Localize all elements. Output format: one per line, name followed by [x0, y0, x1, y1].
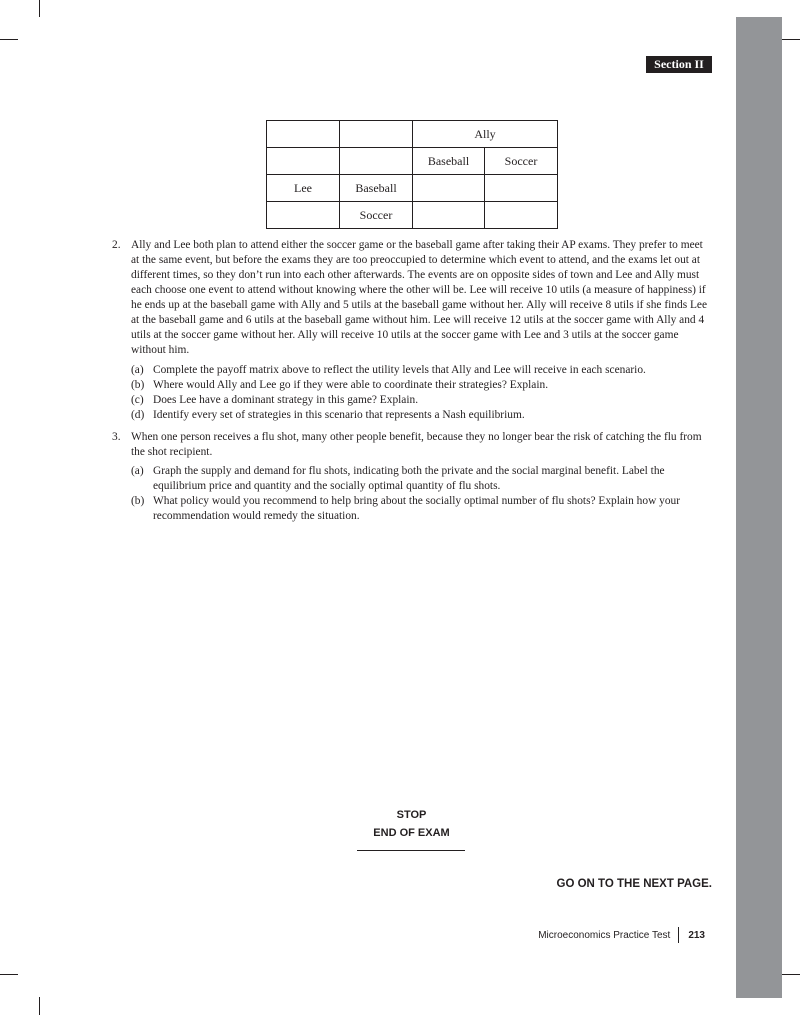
part-label: (b)	[131, 379, 145, 391]
matrix-cell	[267, 148, 340, 175]
section-label: Section II	[646, 56, 712, 73]
row-strategy-soccer: Soccer	[340, 202, 413, 229]
part-text: Does Lee have a dominant strategy in this game? Explain.	[153, 394, 419, 406]
question-2	[112, 238, 712, 423]
row-strategy-baseball: Baseball	[340, 175, 413, 202]
column-player-label: Ally	[413, 121, 558, 148]
payoff-cell	[413, 202, 485, 229]
payoff-matrix	[266, 120, 558, 229]
crop-mark	[782, 974, 800, 975]
column-strategy-baseball: Baseball	[413, 148, 485, 175]
payoff-cell	[485, 175, 558, 202]
crop-mark	[0, 39, 18, 40]
part-label: (c)	[131, 394, 144, 406]
question-part	[131, 363, 712, 378]
question-part	[131, 464, 712, 494]
part-text: Identify every set of strategies in this scenario that represents a Nash equilibrium.	[153, 409, 525, 421]
end-of-exam-label: END OF EXAM	[373, 827, 450, 839]
crop-mark	[39, 997, 40, 1015]
part-text: What policy would you recommend to help bring about the socially optimal number of flu shots? Explain how your recommendation would remedy the situation.	[153, 495, 681, 522]
question-3	[112, 430, 712, 524]
part-text: Complete the payoff matrix above to reflect the utility levels that Ally and Lee will receive in each scenario.	[153, 364, 646, 376]
row-player-label: Lee	[267, 175, 340, 202]
footer-title: Microeconomics Practice Test	[538, 929, 671, 941]
column-strategy-soccer: Soccer	[485, 148, 558, 175]
payoff-cell	[413, 175, 485, 202]
question-part	[131, 378, 712, 393]
page-footer	[538, 927, 705, 943]
payoff-cell	[485, 202, 558, 229]
question-text: Ally and Lee both plan to attend either the soccer game or the baseball game after taking their AP exams. They prefer to meet at the same event, but before the exams they are too preoccupied to determine which event to attend, and the exams let out at different times, so they don’t run into each other afterwards. The events are on opposite sides of town and Lee and Ally must each choose one event to attend without knowing where the other will be. Lee will receive 10 utils (a measure of happiness) if he ends up at the baseball game with Ally and 5 utils at the baseball game without her. Ally will receive 8 utils if she finds Lee at the baseball game and 6 utils at the baseball game without him. Lee will receive 12 utils at the soccer game with Ally and 4 utils at the soccer game without her. Ally will receive 10 utils at the soccer game with Lee and 3 utils at the soccer game without him.	[131, 239, 708, 356]
page-edge-tab	[736, 17, 782, 998]
crop-mark	[0, 974, 18, 975]
matrix-cell	[267, 202, 340, 229]
question-part	[131, 393, 712, 408]
part-text: Where would Ally and Lee go if they were able to coordinate their strategies? Explain.	[153, 379, 549, 391]
question-part	[131, 494, 712, 524]
page-number: 213	[688, 929, 705, 941]
question-text: When one person receives a flu shot, many other people benefit, because they no longer bear the risk of catching the flu from the shot recipient.	[131, 431, 702, 458]
part-label: (d)	[131, 409, 145, 421]
part-label: (a)	[131, 364, 144, 376]
footer-divider	[678, 927, 679, 943]
next-page-notice: GO ON TO THE NEXT PAGE.	[556, 878, 712, 890]
stop-label: STOP	[396, 809, 427, 821]
part-text: Graph the supply and demand for flu shots, indicating both the private and the social marginal benefit. Label the equilibrium price and quantity and the socially optimal quantity of flu shots.	[153, 465, 665, 492]
part-label: (b)	[131, 495, 145, 507]
matrix-cell	[340, 148, 413, 175]
matrix-cell	[267, 121, 340, 148]
part-label: (a)	[131, 465, 144, 477]
question-part	[131, 408, 712, 423]
matrix-cell	[340, 121, 413, 148]
crop-mark	[39, 0, 40, 17]
question-number: 2.	[112, 239, 121, 251]
divider	[357, 850, 465, 851]
question-number: 3.	[112, 431, 121, 443]
crop-mark	[782, 39, 800, 40]
